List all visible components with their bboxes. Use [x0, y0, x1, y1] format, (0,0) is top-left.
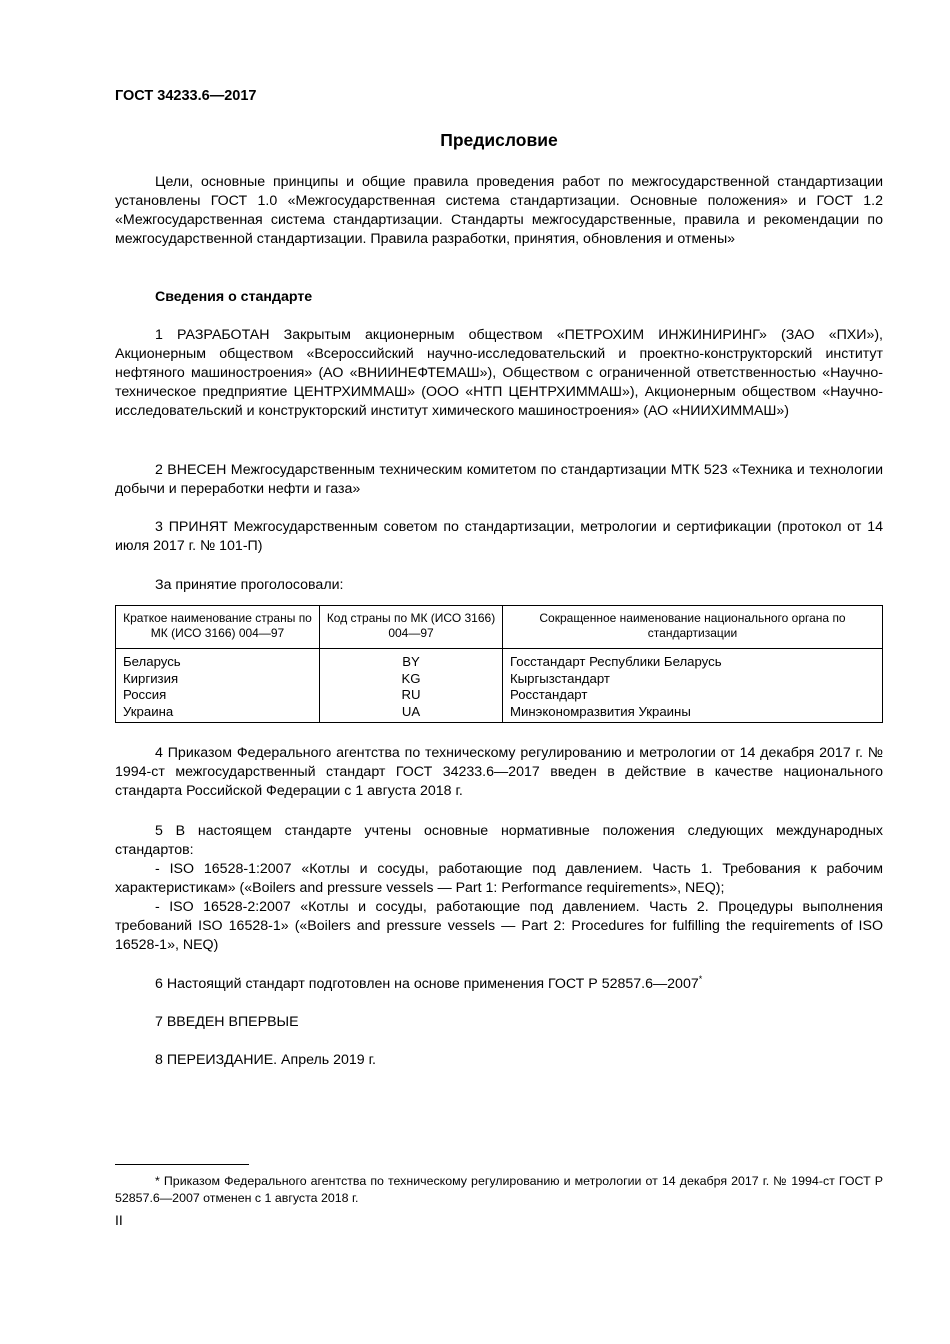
cell-body: Минэкономразвития Украины	[503, 704, 883, 723]
footnote-text: * Приказом Федерального агентства по техническому регулированию и метрологии от 14 декабря 2017 г. № 1994-ст ГОСТ Р 52857.6—2007 отменен с 1 августа 2018 г.	[115, 1174, 883, 1205]
item-intl-iso-2: - ISO 16528-2:2007 «Котлы и сосуды, работающие под давлением. Часть 2. Процедуры выполнения требований ISO 16528-1» («Boilers and pressure vessels — Part 2: Procedures for fulfilling the requirements of ISO 16528-1», NEQ)	[115, 899, 883, 953]
item-reissue	[115, 1051, 883, 1070]
item-order	[115, 744, 883, 801]
footnote-marker: *	[698, 974, 703, 984]
table-row	[116, 649, 883, 671]
header-country: Краткое наименование страны по МК (ИСО 3166) 004—97	[116, 606, 320, 649]
page-number: II	[115, 1212, 123, 1228]
item-basis-line	[115, 975, 883, 994]
item-intl-intro: 5 В настоящем стандарте учтены основные нормативные положения следующих международных стандартов:	[115, 823, 883, 858]
cell-code: BY	[320, 649, 503, 671]
document-page	[115, 0, 883, 1344]
info-heading: Сведения о стандарте	[155, 289, 313, 305]
cell-code: UA	[320, 704, 503, 723]
header-body: Сокращенное наименование национального органа по стандартизации	[503, 606, 883, 649]
item-introduced	[115, 461, 883, 499]
voting-table	[115, 605, 883, 723]
item-basis	[115, 975, 883, 994]
footnote-divider	[115, 1164, 249, 1165]
document-code: ГОСТ 34233.6—2017	[115, 88, 257, 104]
cell-code: RU	[320, 687, 503, 704]
cell-country: Киргизия	[116, 671, 320, 688]
cell-country: Россия	[116, 687, 320, 704]
cell-country: Беларусь	[116, 649, 320, 671]
item-introduced-text: 2 ВНЕСЕН Межгосударственным техническим комитетом по стандартизации МТК 523 «Техника и технологии добычи и переработки нефти и газа»	[115, 462, 883, 497]
cell-code: KG	[320, 671, 503, 688]
header-code: Код страны по МК (ИСО 3166) 004—97	[320, 606, 503, 649]
item-first	[115, 1013, 883, 1032]
cell-body: Госстандарт Республики Беларусь	[503, 649, 883, 671]
item-developed-text: 1 РАЗРАБОТАН Закрытым акционерным обществом «ПЕТРОХИМ ИНЖИНИРИНГ» (ЗАО «ПХИ»), Акционерным обществом «Всероссийский научно-исследовательский и проектно-конструкторский институт нефтяного машиностроения» (АО «ВНИИНЕФТЕМАШ»), Обществом с ограниченной ответственностью «Научно-техническое предприятие ЦЕНТРХИММАШ» (ООО «НТП ЦЕНТРХИММАШ»), Акционерным обществом «Научно-исследовательский и конструкторский институт химического машиностроения» (АО «НИИХИММАШ»)	[115, 327, 883, 419]
item-order-text: 4 Приказом Федерального агентства по техническому регулированию и метрологии от 14 декабря 2017 г. № 1994-ст межгосударственный стандарт ГОСТ 34233.6—2017 введен в действие в качестве национального стандарта Российской Федерации с 1 августа 2018 г.	[115, 745, 883, 799]
intro-section	[115, 173, 883, 249]
cell-body: Росстандарт	[503, 687, 883, 704]
voted-label: За принятие проголосовали:	[155, 577, 344, 593]
item-developed	[115, 326, 883, 421]
table-row	[116, 704, 883, 723]
cell-body: Кыргызстандарт	[503, 671, 883, 688]
cell-country: Украина	[116, 704, 320, 723]
item-basis-text: 6 Настоящий стандарт подготовлен на основе применения ГОСТ Р 52857.6—2007	[155, 976, 699, 992]
item-adopted	[115, 518, 883, 556]
footnote	[115, 1173, 883, 1207]
item-first-text: 7 ВВЕДЕН ВПЕРВЫЕ	[155, 1014, 299, 1030]
table-row	[116, 671, 883, 688]
item-reissue-text: 8 ПЕРЕИЗДАНИЕ. Апрель 2019 г.	[155, 1052, 376, 1068]
item-adopted-text: 3 ПРИНЯТ Межгосударственным советом по стандартизации, метрологии и сертификации (протокол от 14 июля 2017 г. № 101-П)	[115, 519, 883, 554]
item-intl-standards	[115, 822, 883, 955]
intro-paragraph: Цели, основные принципы и общие правила проведения работ по межгосударственной стандартизации установлены ГОСТ 1.0 «Межгосударственная система стандартизации. Основные положения» и ГОСТ 1.2 «Межгосударственная система стандартизации. Стандарты межгосударственные, правила и рекомендации по межгосударственной стандартизации. Правила разработки, принятия, обновления и отмены»	[115, 174, 883, 247]
table-row	[116, 687, 883, 704]
item-intl-iso-1: - ISO 16528-1:2007 «Котлы и сосуды, работающие под давлением. Часть 1. Требования к рабочим характеристикам» («Boilers and pressure vessels — Part 1: Performance requirements», NEQ);	[115, 861, 883, 896]
table-header-row	[116, 606, 883, 649]
page-title: Предисловие	[440, 130, 558, 150]
